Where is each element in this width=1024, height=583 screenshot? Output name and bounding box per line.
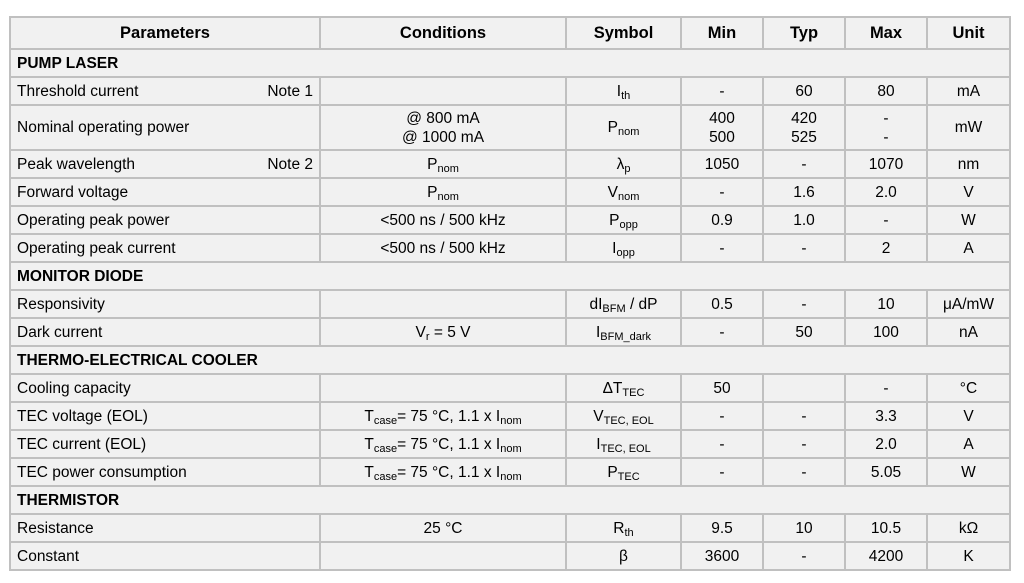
symbol-cell [566,77,681,105]
unit-cell [927,206,1010,234]
conditions-cell-subscript: case [373,414,398,427]
max-cell-value: 10 [877,295,895,313]
min-cell-value: - [719,239,725,257]
max-cell-value-2: - [883,128,889,146]
typ-cell-value: 1.0 [793,211,815,229]
min-cell-value: - [719,463,725,481]
symbol-cell-subscript: BFM_dark [600,330,652,343]
max-cell-value: 80 [877,82,895,100]
table-row [10,318,1010,346]
parameter-content [17,82,315,101]
parameter-cell [10,402,320,430]
parameter-name: TEC voltage (EOL) [17,407,148,425]
parameter-name: Peak wavelength [17,155,136,173]
parameter-cell [10,206,320,234]
max-cell-value: 100 [873,323,899,341]
conditions-cell-subscript: nom [437,162,459,175]
section-header-row [10,486,1010,514]
symbol-cell-subscript: BFM [602,302,626,315]
min-cell [681,542,763,570]
table-row [10,234,1010,262]
unit-cell-value: mW [954,119,983,136]
section-header-row [10,346,1010,374]
max-cell [845,77,927,105]
min-cell-value: - [719,82,725,100]
max-cell [845,105,927,150]
symbol-cell-text: λ [616,155,625,173]
header-parameters: Parameters [10,17,320,49]
symbol-cell-text: I [596,435,601,453]
conditions-cell-subscript: case [373,442,398,455]
parameter-content [17,239,315,258]
max-cell-value: - [883,379,889,397]
min-cell-value: - [719,435,725,453]
symbol-cell-subscript: nom [617,190,640,203]
parameter-content [17,118,315,137]
typ-cell [763,290,845,318]
parameter-cell [10,542,320,570]
unit-cell-value: V [963,407,974,425]
conditions-cell-subscript-2: nom [500,414,522,427]
min-cell [681,290,763,318]
conditions-cell-text: T [364,463,374,481]
symbol-cell-text: I [612,239,617,257]
typ-cell [763,458,845,486]
unit-cell-value: A [963,239,974,257]
unit-cell [927,234,1010,262]
unit-cell-value: A [963,435,974,453]
unit-cell [927,178,1010,206]
conditions-cell-tail: = 5 V [429,323,471,341]
unit-cell-value: nm [957,155,980,173]
max-cell-value: 10.5 [870,519,902,537]
table-row [10,542,1010,570]
parameter-content [17,519,315,538]
symbol-cell-subscript: th [624,526,634,539]
typ-cell-value: - [801,239,807,257]
max-cell [845,206,927,234]
parameter-name: Cooling capacity [17,379,131,397]
symbol-cell-text: P [607,119,618,136]
max-cell [845,290,927,318]
parameter-cell [10,150,320,178]
conditions-cell-line1: @ 800 mA [406,109,480,127]
parameter-name: Dark current [17,323,103,341]
unit-cell-value: mA [956,82,981,100]
header-typ: Typ [763,17,845,49]
parameter-content [17,211,315,230]
symbol-cell [566,514,681,542]
conditions-cell [320,402,566,430]
symbol-cell-subscript: TEC [617,470,640,483]
conditions-cell [320,430,566,458]
typ-cell [763,374,845,402]
section-title: MONITOR DIODE [10,262,1010,290]
unit-cell [927,77,1010,105]
parameter-cell [10,77,320,105]
parameter-cell [10,234,320,262]
unit-cell [927,514,1010,542]
parameter-content [17,435,315,454]
min-cell-value: 1050 [704,155,740,173]
typ-cell-value-2: 525 [791,128,817,146]
header-max: Max [845,17,927,49]
conditions-cell-tail: = 75 °C, 1.1 x I [397,463,501,481]
max-cell [845,430,927,458]
min-cell [681,374,763,402]
min-cell-value: 3600 [704,547,740,565]
typ-cell-value: 420 [791,109,817,127]
symbol-cell [566,318,681,346]
unit-cell [927,374,1010,402]
max-cell-value: 1070 [868,155,904,173]
parameter-content [17,379,315,398]
parameter-name: Nominal operating power [17,119,190,136]
typ-cell [763,430,845,458]
typ-cell-value: - [801,295,807,313]
typ-cell [763,402,845,430]
min-cell-value: 400 [709,109,735,127]
symbol-cell-subscript: p [624,162,631,175]
max-cell [845,458,927,486]
typ-cell [763,77,845,105]
max-cell-value: 2 [881,239,891,257]
conditions-cell [320,150,566,178]
conditions-cell [320,290,566,318]
unit-cell [927,290,1010,318]
conditions-cell [320,458,566,486]
parameter-content [17,547,315,566]
min-cell-value: - [719,183,725,201]
max-cell-value: 4200 [868,547,904,565]
table-row [10,77,1010,105]
max-cell [845,514,927,542]
conditions-cell-text: P [427,183,438,201]
parameter-content [17,407,315,426]
min-cell-value: - [719,407,725,425]
min-cell-value: - [719,323,725,341]
min-cell [681,150,763,178]
parameter-cell [10,105,320,150]
unit-cell-value: nA [959,323,978,341]
conditions-cell [320,514,566,542]
symbol-cell [566,150,681,178]
unit-cell-value: W [961,211,976,229]
section-title: THERMO-ELECTRICAL COOLER [10,346,1010,374]
min-cell [681,178,763,206]
unit-cell-value: K [963,547,974,565]
min-cell [681,206,763,234]
conditions-cell-tail: = 75 °C, 1.1 x I [397,435,501,453]
max-cell [845,542,927,570]
symbol-cell [566,234,681,262]
unit-cell-value: kΩ [958,519,979,537]
typ-cell [763,542,845,570]
unit-cell-value: V [963,183,974,201]
unit-cell [927,150,1010,178]
parameter-note: Note 2 [267,155,313,173]
symbol-cell [566,178,681,206]
conditions-cell [320,178,566,206]
parameter-note: Note 1 [267,82,313,100]
parameter-content [17,463,315,482]
conditions-cell [320,318,566,346]
max-cell [845,178,927,206]
parameter-cell [10,318,320,346]
parameter-cell [10,178,320,206]
typ-cell [763,318,845,346]
table-row [10,206,1010,234]
specifications-table [9,16,1011,571]
symbol-cell-text: P [607,463,618,481]
conditions-cell-subscript: nom [437,190,459,203]
parameter-name: Operating peak current [17,239,176,257]
conditions-cell-text: V [415,323,426,341]
section-title: PUMP LASER [10,49,1010,77]
table-row [10,290,1010,318]
unit-cell-value: W [961,463,976,481]
typ-cell-value: 10 [795,519,813,537]
min-cell [681,430,763,458]
symbol-cell-text: I [616,82,622,100]
header-conditions: Conditions [320,17,566,49]
max-cell [845,402,927,430]
conditions-cell [320,234,566,262]
unit-cell [927,402,1010,430]
symbol-cell [566,458,681,486]
symbol-cell-tail: / dP [625,295,658,313]
typ-cell [763,206,845,234]
conditions-cell-subscript-2: nom [500,442,522,455]
parameter-cell [10,458,320,486]
max-cell-value: 5.05 [870,463,902,481]
symbol-cell-text: P [609,211,620,229]
conditions-cell [320,374,566,402]
conditions-cell-text: <500 ns / 500 kHz [380,239,506,257]
symbol-cell-subscript: opp [619,218,638,231]
header-row [10,17,1010,49]
symbol-cell-subscript: opp [616,246,635,259]
conditions-cell-text: <500 ns / 500 kHz [380,211,506,229]
table-row [10,514,1010,542]
unit-cell [927,458,1010,486]
symbol-cell-text: V [593,407,604,425]
header-unit: Unit [927,17,1010,49]
parameter-name: Constant [17,547,80,565]
parameter-name: TEC current (EOL) [17,435,147,453]
symbol-cell-subscript: TEC, EOL [603,414,654,427]
unit-cell [927,105,1010,150]
min-cell [681,458,763,486]
min-cell-value: 9.5 [711,519,733,537]
min-cell-value: 0.9 [711,211,733,229]
conditions-cell-text: P [427,155,438,173]
typ-cell [763,234,845,262]
typ-cell-value: - [801,155,807,173]
min-cell-value: 0.5 [711,295,733,313]
unit-cell [927,430,1010,458]
parameter-cell [10,374,320,402]
conditions-cell-text: 25 °C [423,519,463,537]
typ-cell-value: 1.6 [793,183,815,201]
typ-cell [763,178,845,206]
parameter-cell [10,514,320,542]
max-cell-value: - [883,211,889,229]
symbol-cell-text: R [613,519,625,537]
min-cell [681,234,763,262]
symbol-cell-text: β [619,547,628,565]
parameter-name: TEC power consumption [17,463,187,481]
parameter-content [17,155,315,174]
conditions-cell-line2: @ 1000 mA [401,128,485,146]
conditions-cell-tail: = 75 °C, 1.1 x I [397,407,501,425]
symbol-cell-text: I [595,323,601,341]
max-cell-value: 2.0 [875,183,897,201]
header-symbol: Symbol [566,17,681,49]
typ-cell-value: - [801,463,807,481]
symbol-cell [566,542,681,570]
section-header-row [10,49,1010,77]
min-cell-value: 50 [713,379,731,397]
unit-cell-value: °C [959,379,978,397]
table-row [10,402,1010,430]
min-cell [681,318,763,346]
symbol-cell-text: dI [589,295,603,313]
typ-cell-value: - [801,547,807,565]
unit-cell-value: μA/mW [942,295,995,313]
max-cell-value: 2.0 [875,435,897,453]
table-row [10,178,1010,206]
conditions-cell [320,542,566,570]
parameter-content [17,183,315,202]
conditions-cell-subscript-2: nom [500,470,522,483]
typ-cell [763,514,845,542]
min-cell [681,514,763,542]
typ-cell [763,105,845,150]
section-title: THERMISTOR [10,486,1010,514]
min-cell [681,105,763,150]
conditions-cell-subscript: case [373,470,398,483]
symbol-cell [566,290,681,318]
conditions-cell [320,77,566,105]
typ-cell [763,150,845,178]
parameter-cell [10,430,320,458]
max-cell-value: - [883,109,889,127]
conditions-cell [320,105,566,150]
max-cell [845,318,927,346]
symbol-cell [566,374,681,402]
table-row [10,105,1010,150]
min-cell-value-2: 500 [709,128,735,146]
symbol-cell-text: V [607,183,618,201]
symbol-cell [566,206,681,234]
parameter-name: Responsivity [17,295,105,313]
symbol-cell-text: ΔT [602,379,623,397]
symbol-cell-subscript: nom [617,126,640,138]
unit-cell [927,542,1010,570]
max-cell-value: 3.3 [875,407,897,425]
symbol-cell-subscript: th [621,89,631,102]
symbol-cell [566,105,681,150]
table-row [10,458,1010,486]
typ-cell-value: 50 [795,323,813,341]
table-row [10,150,1010,178]
max-cell [845,234,927,262]
parameter-cell [10,290,320,318]
typ-cell-value: - [801,435,807,453]
table-row [10,374,1010,402]
table-row [10,430,1010,458]
unit-cell [927,318,1010,346]
symbol-cell [566,402,681,430]
symbol-cell-subscript: TEC [622,386,645,399]
max-cell [845,150,927,178]
min-cell [681,77,763,105]
parameter-name: Forward voltage [17,183,129,201]
symbol-cell-subscript: TEC, EOL [600,442,651,455]
typ-cell-value: - [801,407,807,425]
conditions-cell-text: T [364,407,374,425]
max-cell [845,374,927,402]
conditions-cell-text: T [364,435,374,453]
parameter-name: Operating peak power [17,211,170,229]
min-cell [681,402,763,430]
typ-cell-value: 60 [795,82,813,100]
section-header-row [10,262,1010,290]
conditions-cell-subscript: r [425,330,430,343]
parameter-content [17,295,315,314]
parameter-name: Resistance [17,519,94,537]
conditions-cell [320,206,566,234]
parameter-content [17,323,315,342]
parameter-name: Threshold current [17,82,139,100]
symbol-cell [566,430,681,458]
header-min: Min [681,17,763,49]
